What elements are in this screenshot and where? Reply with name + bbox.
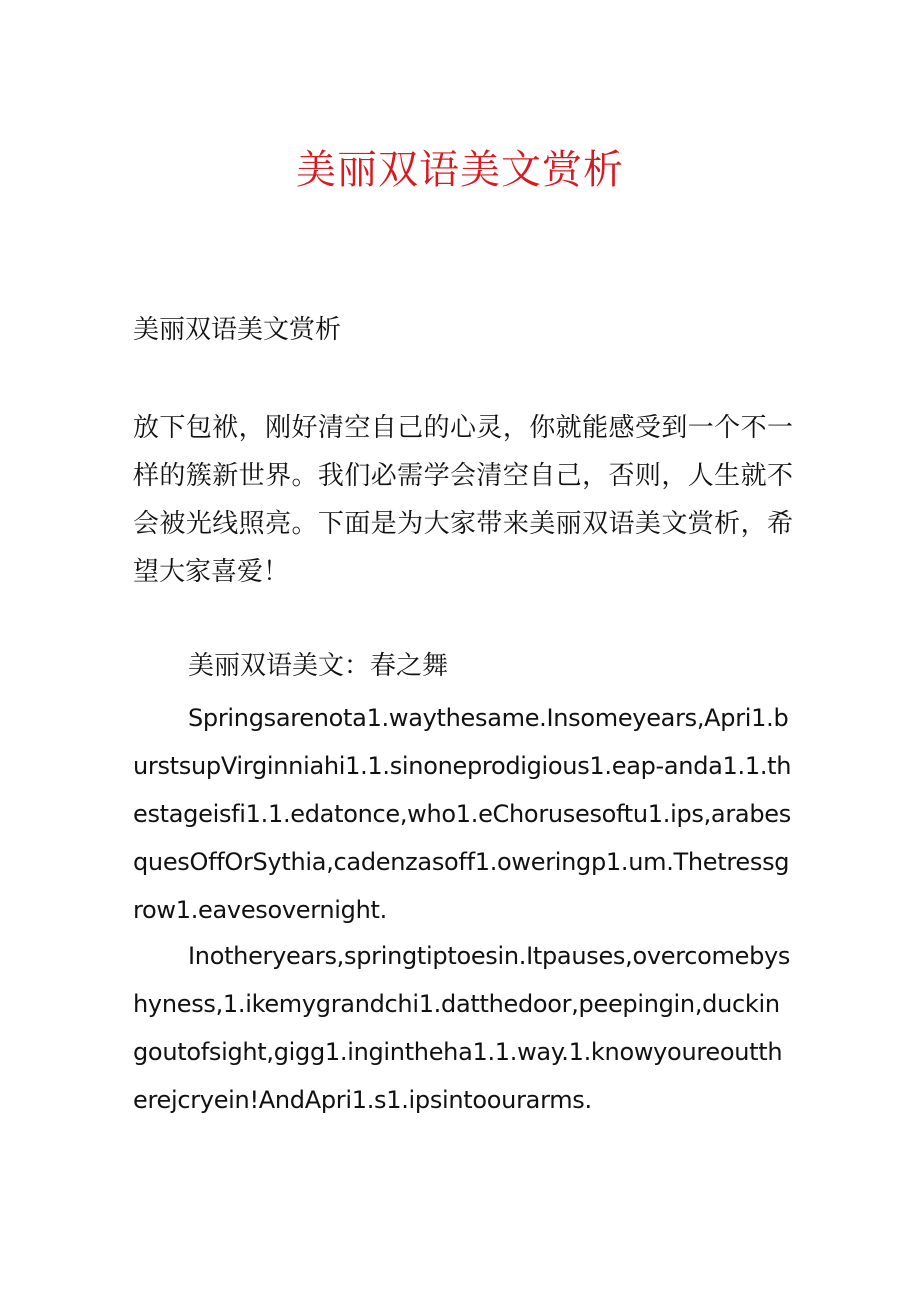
english-paragraph-2: Inotheryears,springtiptoesin.Itpauses,overcomebyshyness,1.ikemygrandchi1.datthedoor,peepingin,duckingoutofsight,gigg1.inginthehа1.1.way.1.knowyoureouttherejcryein!AndApri1.s1.ipsintoourarms. bbox=[133, 942, 791, 1114]
document-title: 美丽双语美文赏析 bbox=[296, 147, 624, 193]
document-subtitle: 美丽双语美文赏析 bbox=[133, 315, 342, 345]
section-heading: 美丽双语美文：春之舞 bbox=[188, 651, 449, 681]
english-paragraph-1: Springsarenota1.waythesame.Insomeyears,Apri1.burstsupVirginniahi1.1.sinoneprodigious1.eap-anda1.1.thestageisfi1.1.edatonce,who1.eChorusesoftu1.ips,arabesquesOffOrSythia,cadenzasoff1.oweringp1.um.Thetressgrow1.eavesovernight. bbox=[133, 704, 792, 924]
intro-paragraph: 放下包袱，刚好清空自己的心灵，你就能感受到一个不一样的簇新世界。我们必需学会清空自己，否则，人生就不会被光线照亮。下面是为大家带来美丽双语美文赏析，希望大家喜爱！ bbox=[133, 413, 793, 587]
